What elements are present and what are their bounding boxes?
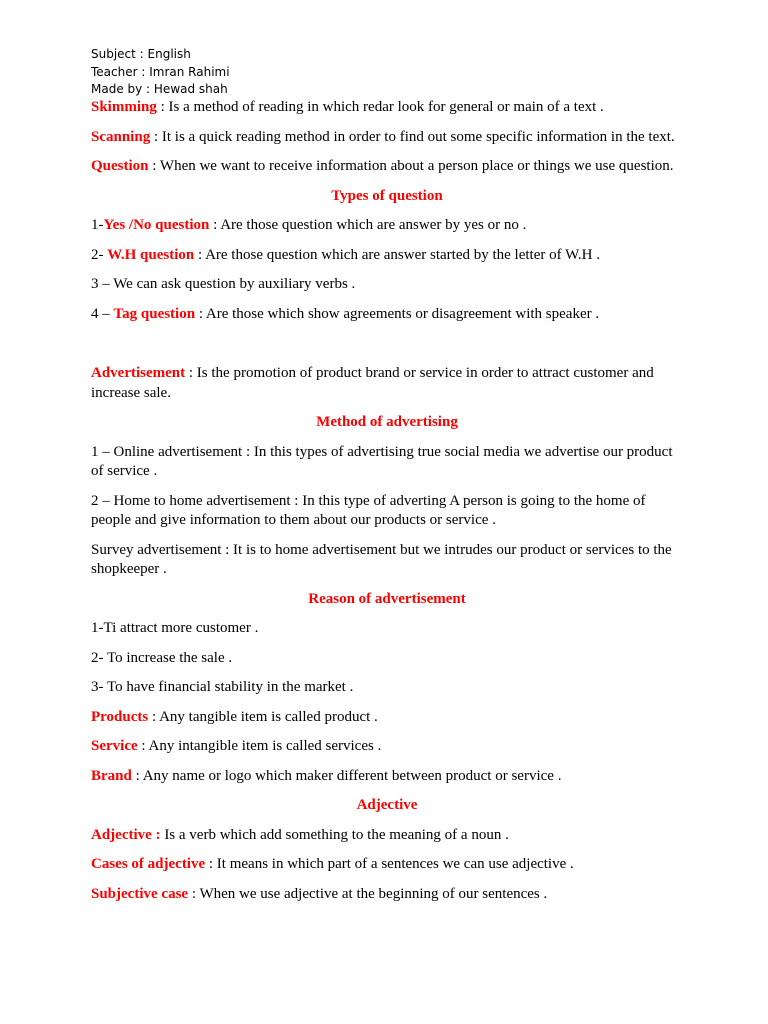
brand-term: Brand	[91, 767, 132, 784]
tag-question-item	[91, 305, 683, 325]
advertisement-term: Advertisement	[91, 365, 186, 381]
adjective-definition	[91, 826, 683, 846]
reason-item-1: 1-Ti attract more customer .	[91, 620, 259, 636]
tag-term: Tag question	[113, 305, 196, 322]
auxiliary-question-item: 3 – We can ask question by auxiliary verbs .	[91, 276, 356, 292]
scanning-definition	[91, 128, 683, 148]
wh-term: W.H question	[107, 246, 195, 263]
tag-text: : Are those which show agreements or disagreement with speaker .	[195, 305, 600, 322]
cases-term: Cases of adjective	[91, 856, 206, 872]
yes-no-question-item	[91, 216, 683, 236]
skimming-definition	[91, 98, 683, 118]
document-body	[91, 98, 683, 914]
products-definition	[91, 708, 683, 728]
subject-line: Subject : English	[91, 47, 191, 61]
wh-question-item	[91, 246, 683, 266]
online-advertisement-item: 1 – Online advertisement : In this types of advertising true social media we advertise our product of service .	[91, 443, 673, 479]
wh-prefix: 2-	[91, 246, 108, 263]
service-term: Service	[91, 738, 138, 754]
question-term: Question	[91, 158, 149, 174]
products-term: Products	[91, 708, 149, 725]
service-text: : Any intangible item is called services .	[137, 738, 382, 754]
adjective-heading: Adjective	[356, 797, 418, 813]
brand-text: : Any name or logo which maker different between product or service .	[131, 767, 562, 784]
advertisement-definition	[91, 364, 683, 403]
adjective-text: Is a verb which add something to the meaning of a noun .	[160, 826, 509, 843]
scanning-term: Scanning	[91, 128, 151, 145]
advertisement-text: : Is the promotion of product brand or service in order to attract customer and increase sale.	[91, 365, 654, 401]
made-by-line: Made by : Hewad shah	[91, 82, 228, 96]
yes-no-text: : Are those question which are answer by yes or no .	[209, 217, 527, 233]
skimming-text: : Is a method of reading in which redar look for general or main of a text .	[156, 99, 604, 115]
survey-advertisement-item: Survey advertisement : It is to home advertisement but we intrudes our product or services to the shopkeeper .	[91, 541, 672, 577]
subjective-text: : When we use adjective at the beginning of our sentences .	[188, 885, 548, 902]
cases-of-adjective-definition	[91, 855, 683, 875]
scanning-text: : It is a quick reading method in order to find out some specific information in the text.	[150, 128, 675, 145]
reason-of-advertisement-heading: Reason of advertisement	[308, 590, 466, 607]
document-header	[91, 46, 230, 99]
tag-prefix: 4 –	[91, 305, 114, 322]
service-definition	[91, 737, 683, 757]
brand-definition	[91, 767, 683, 787]
section-spacer	[91, 334, 683, 364]
teacher-line: Teacher : Imran Rahimi	[91, 64, 230, 79]
method-of-advertising-heading: Method of advertising	[316, 414, 458, 430]
types-of-question-heading: Types of question	[331, 187, 443, 204]
reason-item-2: 2- To increase the sale .	[91, 649, 233, 666]
question-text: : When we want to receive information about a person place or things we use question.	[148, 158, 674, 174]
products-text: : Any tangible item is called product .	[148, 708, 378, 725]
cases-text: : It means in which part of a sentences we can use adjective .	[205, 856, 574, 872]
subjective-term: Subjective case	[91, 885, 189, 902]
subjective-case-definition	[91, 885, 683, 905]
question-definition	[91, 157, 683, 177]
adjective-term: Adjective :	[91, 826, 161, 843]
reason-item-3: 3- To have financial stability in the market .	[91, 679, 354, 695]
yes-no-prefix: 1-	[91, 217, 104, 233]
wh-text: : Are those question which are answer started by the letter of W.H .	[194, 246, 600, 263]
yes-no-term: Yes /No question	[103, 217, 210, 233]
skimming-term: Skimming	[91, 99, 157, 115]
home-advertisement-item: 2 – Home to home advertisement : In this type of adverting A person is going to the home of people and give information to them about our products or service .	[91, 492, 646, 528]
